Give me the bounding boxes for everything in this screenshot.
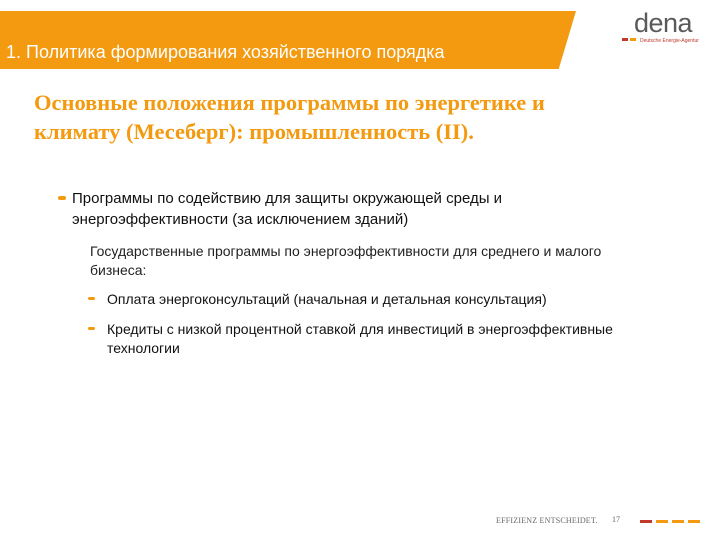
logo-dash-orange <box>630 38 636 41</box>
sub-heading: Государственные программы по энергоэффективности для среднего и малого бизнеса: <box>90 243 602 278</box>
dena-logo <box>622 8 714 52</box>
header-title: 1. Политика формирования хозяйственного порядка <box>6 42 445 62</box>
bullet-text: Оплата энергоконсультаций (начальная и детальная консультация) <box>107 291 547 307</box>
slide-title: Основные положения программы по энергетике и климату (Месеберг): промышленность (II). <box>34 90 545 144</box>
footer-dash-orange <box>656 520 668 523</box>
page-number: 17 <box>612 515 620 524</box>
bullet-text: Кредиты с низкой процентной ставкой для инвестиций в энергоэффективные технологии <box>107 321 613 356</box>
bullet-text: Программы по содействию для защиты окружающей среды и энергоэффективности (за исключением зданий) <box>72 190 503 228</box>
logo-wordmark: dena <box>634 8 693 38</box>
bullet-marker <box>88 297 95 300</box>
footer-dash-orange <box>672 520 684 523</box>
bullet-marker <box>88 327 95 330</box>
logo-dash-red <box>622 38 628 41</box>
footer-dash-orange <box>688 520 700 523</box>
bullet-marker <box>58 196 66 200</box>
footer-dash-red <box>640 520 652 523</box>
logo-tagline: Deutsche Energie-Agentur <box>640 38 699 44</box>
footer-slogan: EFFIZIENZ ENTSCHEIDET. <box>496 516 598 525</box>
